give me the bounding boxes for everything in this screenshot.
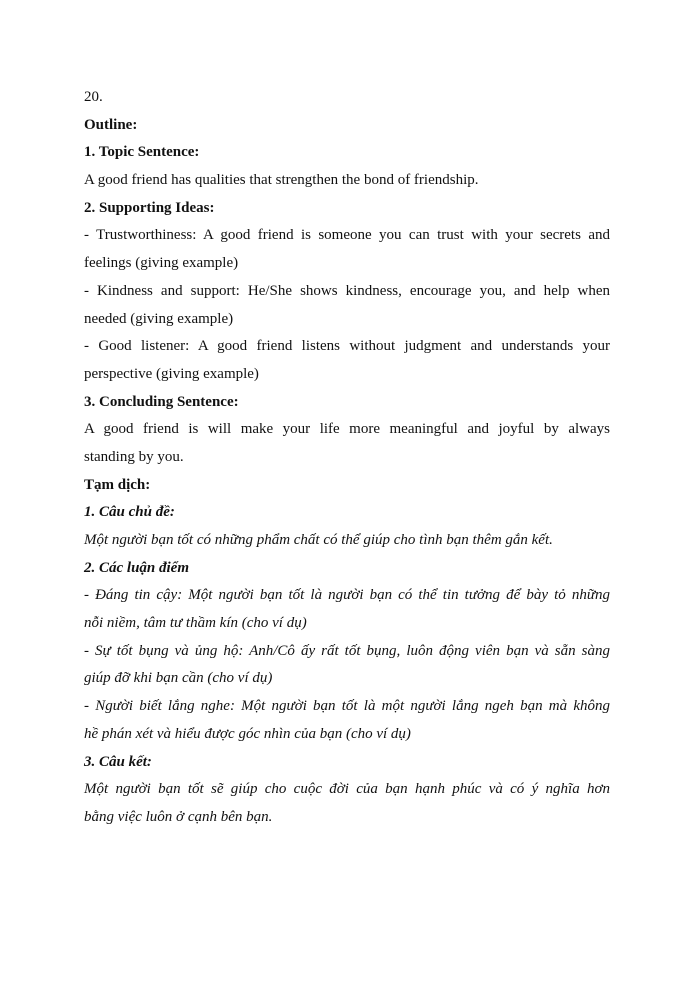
- idea-trustworthiness-line-2: feelings (giving example): [84, 255, 239, 272]
- vi-concluding-line-1: Một người bạn tốt sẽ giúp cho cuộc đời của bạn hạnh phúc và có ý nghĩa hơn: [84, 781, 610, 798]
- idea-listener-line-1: - Good listener: A good friend listens without judgment and understands your: [84, 338, 610, 355]
- concluding-sentence-heading: 3. Concluding Sentence:: [84, 393, 239, 410]
- vi-idea-kindness-line-2: giúp đỡ khi bạn cần (cho ví dụ): [84, 670, 273, 687]
- concluding-sentence-line-2: standing by you.: [84, 448, 184, 465]
- concluding-sentence-line-1: A good friend is will make your life more meaningful and joyful by always: [84, 421, 610, 438]
- vi-concluding-line-2: bằng việc luôn ở cạnh bên bạn.: [84, 808, 273, 825]
- vi-idea-trust-line-2: nỗi niềm, tâm tư thầm kín (cho ví dụ): [84, 615, 307, 632]
- vi-idea-kindness-line-1: - Sự tốt bụng và ủng hộ: Anh/Cô ấy rất tốt bụng, luôn động viên bạn và sẵn sàng: [84, 642, 610, 659]
- topic-sentence-heading: 1. Topic Sentence:: [84, 144, 200, 161]
- document-page: [84, 84, 610, 832]
- idea-kindness-line-2: needed (giving example): [84, 310, 234, 327]
- vi-supporting-heading: 2. Các luận điểm: [84, 559, 190, 576]
- vi-topic-text: Một người bạn tốt có những phẩm chất có thể giúp cho tình bạn thêm gắn kết.: [84, 532, 553, 548]
- translation-heading: Tạm dịch:: [84, 476, 151, 493]
- vi-idea-listener-line-2: hề phán xét và hiểu được góc nhìn của bạn (cho ví dụ): [84, 725, 411, 742]
- vi-concluding-heading: 3. Câu kết:: [84, 753, 152, 770]
- idea-trustworthiness-line-1: - Trustworthiness: A good friend is someone you can trust with your secrets and: [84, 227, 610, 244]
- vi-topic-heading: 1. Câu chủ đề:: [84, 504, 175, 521]
- outline-heading: Outline:: [84, 116, 138, 133]
- item-number: 20.: [84, 89, 103, 105]
- vi-idea-listener-line-1: - Người biết lắng nghe: Một người bạn tốt là một người lắng ngeh bạn mà không: [84, 698, 610, 715]
- topic-sentence-text: A good friend has qualities that strengthen the bond of friendship.: [84, 172, 479, 189]
- supporting-ideas-heading: 2. Supporting Ideas:: [84, 199, 215, 216]
- idea-kindness-line-1: - Kindness and support: He/She shows kindness, encourage you, and help when: [84, 282, 610, 299]
- vi-idea-trust-line-1: - Đáng tin cậy: Một người bạn tốt là người bạn có thể tin tưởng để bày tỏ những: [84, 587, 610, 604]
- idea-listener-line-2: perspective (giving example): [84, 365, 259, 382]
